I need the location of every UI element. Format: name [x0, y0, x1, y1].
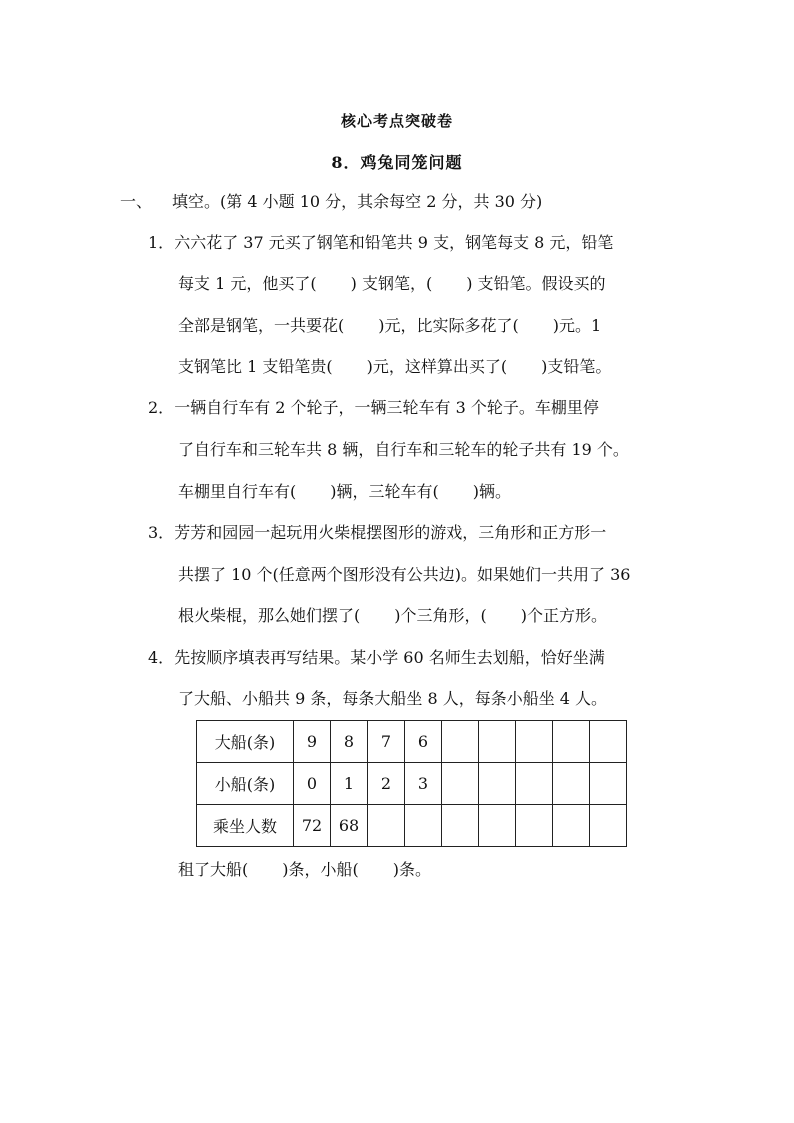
table-cell-empty[interactable] [442, 721, 479, 763]
question-1-line-1: 1．六六花了 37 元买了钢笔和铅笔共 9 支，钢笔每支 8 元，铅笔 [148, 233, 614, 252]
series-title: 核心考点突破卷 [340, 112, 453, 130]
table-cell: 9 [294, 721, 331, 763]
table-cell-empty[interactable] [553, 721, 590, 763]
question-1-line-2: 每支 1 元，他买了( ) 支钢笔，( ) 支铅笔。假设买的 [178, 274, 606, 293]
question-number: 1． [148, 233, 175, 252]
question-3-line-2: 共摆了 10 个(任意两个图形没有公共边)。如果她们一共用了 36 [178, 565, 631, 584]
row-label-big-boats: 大船(条) [197, 721, 294, 763]
question-4-line-1: 4．先按顺序填表再写结果。某小学 60 名师生去划船，恰好坐满 [148, 648, 605, 667]
table-row [197, 805, 627, 847]
table-cell: 8 [331, 721, 368, 763]
section-heading [120, 192, 542, 212]
row-label-small-boats: 小船(条) [197, 763, 294, 805]
question-1-line-4: 支钢笔比 1 支铅笔贵( )元，这样算出买了( )支铅笔。 [178, 357, 612, 376]
table-cell-empty[interactable] [405, 805, 442, 847]
boat-table [196, 720, 627, 847]
table-row [197, 721, 627, 763]
section-number: 一、 [120, 192, 153, 211]
question-3-line-3: 根火柴棍，那么她们摆了( )个三角形，( )个正方形。 [178, 606, 607, 625]
table-cell-empty[interactable] [442, 805, 479, 847]
question-3-line-1: 3．芳芳和园园一起玩用火柴棍摆图形的游戏，三角形和正方形一 [148, 523, 607, 542]
table-cell: 0 [294, 763, 331, 805]
row-label-passengers: 乘坐人数 [197, 805, 294, 847]
table-cell: 1 [331, 763, 368, 805]
table-row [197, 763, 627, 805]
table-cell-empty[interactable] [442, 763, 479, 805]
table-cell-empty[interactable] [368, 805, 405, 847]
table-cell: 7 [368, 721, 405, 763]
question-2-line-1: 2．一辆自行车有 2 个轮子，一辆三轮车有 3 个轮子。车棚里停 [148, 398, 599, 417]
unit-title: 8．鸡兔同笼问题 [331, 153, 463, 172]
table-cell-empty[interactable] [590, 721, 627, 763]
table-cell-empty[interactable] [516, 721, 553, 763]
question-4-answer: 租了大船( )条，小船( )条。 [178, 860, 431, 879]
table-cell: 6 [405, 721, 442, 763]
question-number: 2． [148, 398, 175, 417]
question-2-line-3: 车棚里自行车有( )辆，三轮车有( )辆。 [178, 482, 511, 501]
table-cell-empty[interactable] [590, 805, 627, 847]
table-cell-empty[interactable] [516, 763, 553, 805]
table-cell-empty[interactable] [479, 763, 516, 805]
table-cell: 72 [294, 805, 331, 847]
table-cell-empty[interactable] [516, 805, 553, 847]
section-title: 填空。(第 4 小题 10 分，其余每空 2 分，共 30 分) [172, 192, 543, 211]
table-cell-empty[interactable] [479, 805, 516, 847]
question-number: 4． [148, 648, 175, 667]
table-cell: 3 [405, 763, 442, 805]
question-number: 3． [148, 523, 175, 542]
question-1-line-3: 全部是钢笔，一共要花( )元，比实际多花了( )元。1 [178, 316, 602, 335]
question-2-line-2: 了自行车和三轮车共 8 辆，自行车和三轮车的轮子共有 19 个。 [178, 440, 629, 459]
table-cell-empty[interactable] [590, 763, 627, 805]
table-cell-empty[interactable] [553, 805, 590, 847]
table-cell: 2 [368, 763, 405, 805]
table-cell: 68 [331, 805, 368, 847]
table-cell-empty[interactable] [553, 763, 590, 805]
question-4-line-2: 了大船、小船共 9 条，每条大船坐 8 人，每条小船坐 4 人。 [178, 689, 608, 708]
table-cell-empty[interactable] [479, 721, 516, 763]
